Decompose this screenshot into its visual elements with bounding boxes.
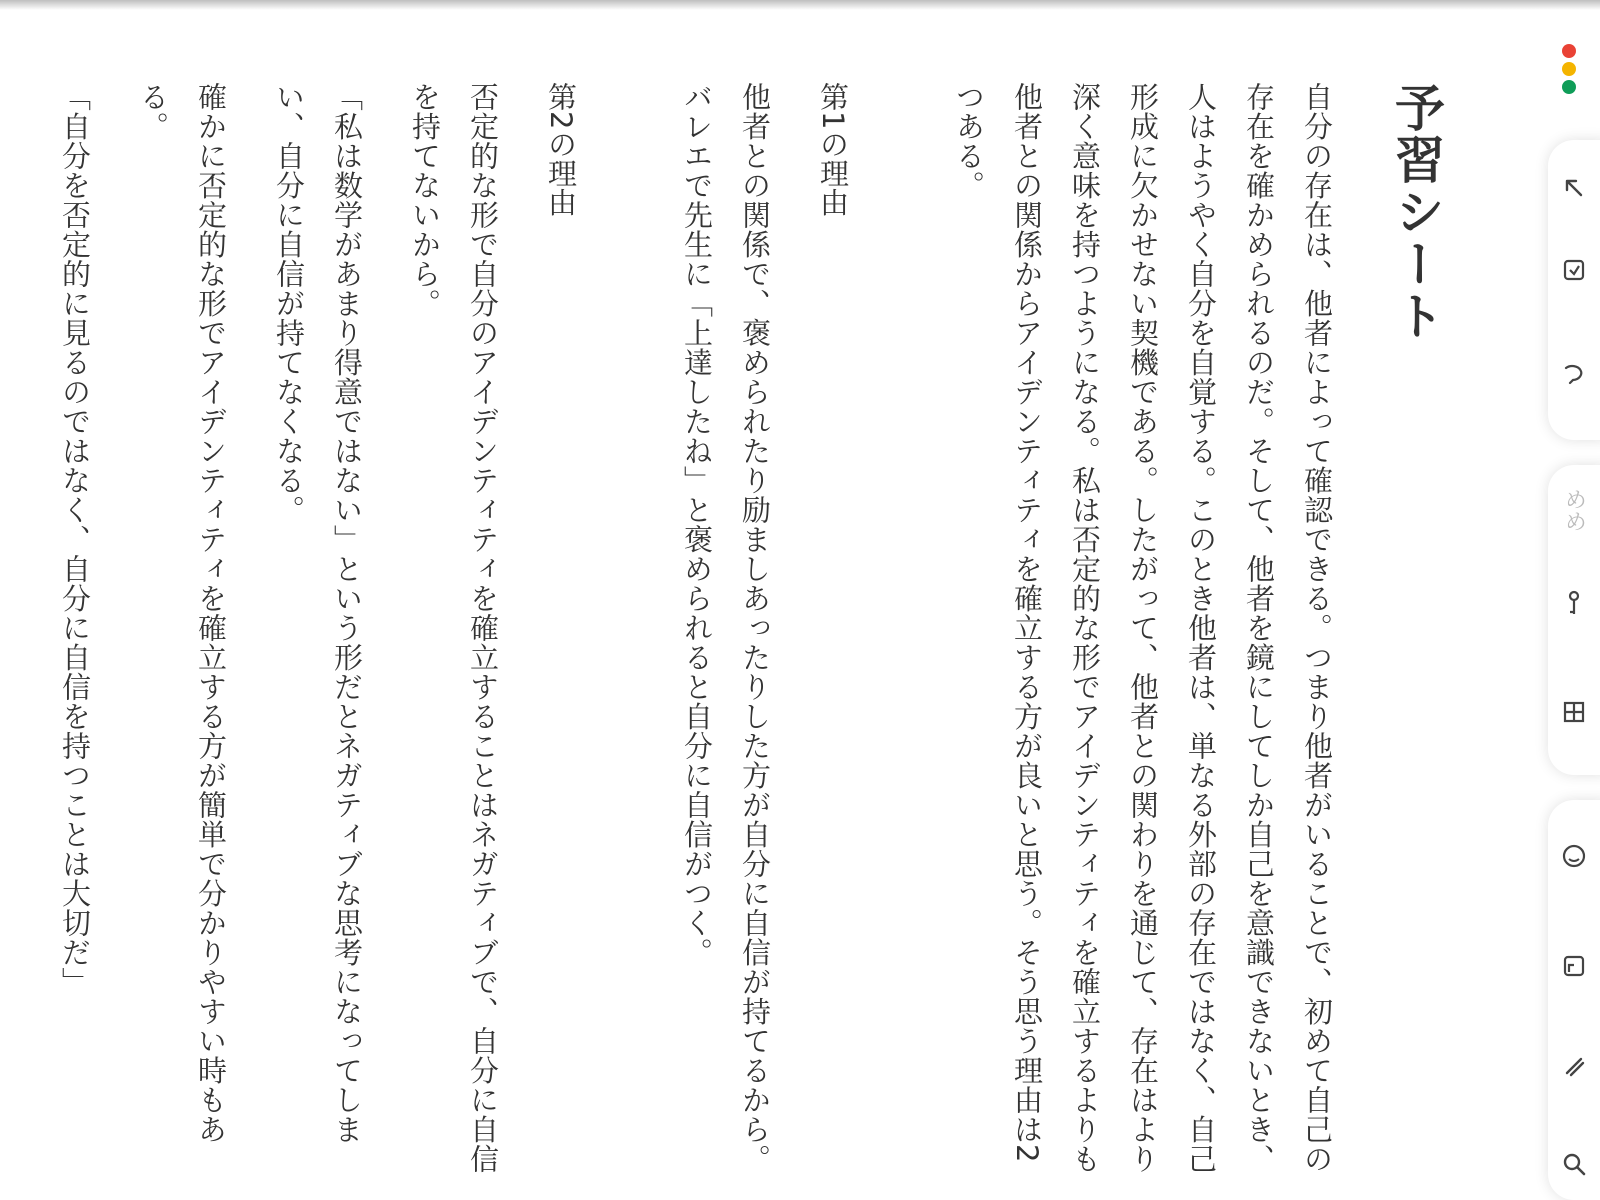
lasso-button[interactable] [1548,346,1600,398]
search-icon [1560,1150,1588,1178]
blank-line [590,60,648,1180]
key-icon [1560,590,1588,618]
reason2-heading: 第2の理由 [544,82,578,217]
grid-icon [1560,698,1588,726]
image-icon [1560,952,1588,980]
intro-paragraph: 自分の存在は、他者によって確認できる。つまり他者がいることで、初めて自己の存在を確かめられるのだ。そして、他者を鏡にしてしか自己を意識できないとき、人はようやく自分を自覚する。このとき他者は、単なる外部の存在ではなく、自己形成に欠かせない契機である。したがって、他者との関わりを通じて、存在はより深く意味を持つようになる。私は否定的な形でアイデンティティを確立するよりも他者との関係からアイデンティティを確立する方が良いと思う。そう思う理由は2つある。 [952,82,1334,1174]
reason2-paragraph: 否定的な形で自分のアイデンティティを確立することはネガティブで、自分に自信を持てないから。 [408,82,500,1174]
app-dot [1562,44,1576,58]
side-toolbar [1548,0,1600,1200]
pen-icon [1560,1052,1588,1080]
app-dot [1562,62,1576,76]
crop-button[interactable] [1548,244,1600,296]
key-button[interactable] [1548,578,1600,630]
pointer-button[interactable] [1548,162,1600,214]
search-button[interactable] [1548,1138,1600,1190]
handwriting-icon: めめ [1561,488,1587,532]
handwriting-button[interactable] [1548,484,1600,536]
window-top-edge [0,0,1600,10]
lasso-icon [1560,358,1588,386]
vertical-document [26,60,1480,1180]
crop-icon [1560,256,1588,284]
grid-button[interactable] [1548,686,1600,738]
image-button[interactable] [1548,940,1600,992]
face-button[interactable] [1548,830,1600,882]
reason1-heading: 第1の理由 [816,82,850,217]
blank-line [862,60,920,1180]
app-dot [1562,80,1576,94]
document-title: 予習シート [1387,82,1445,342]
reason1-paragraph: 他者との関係で、褒められたり励ましあったりした方が自分に自信が持てるから。バレエで先生に「上達したね」と褒められると自分に自信がつく。 [680,82,772,1174]
counter-paragraph: 確かに否定的な形でアイデンティティを確立する方が簡単で分かりやすい時もある。 [136,82,228,1144]
pointer-icon [1561,175,1587,201]
face-icon [1560,842,1588,870]
pen-button[interactable] [1548,1040,1600,1092]
reason2-example: 「私は数学があまり得意ではない」という形だとネガティブな思考になってしまい、自分に自信が持てなくなる。 [272,82,364,1144]
conclusion-paragraph: 「自分を否定的に見るのではなく、自分に自信を持つことは大切だ」 [58,82,92,997]
